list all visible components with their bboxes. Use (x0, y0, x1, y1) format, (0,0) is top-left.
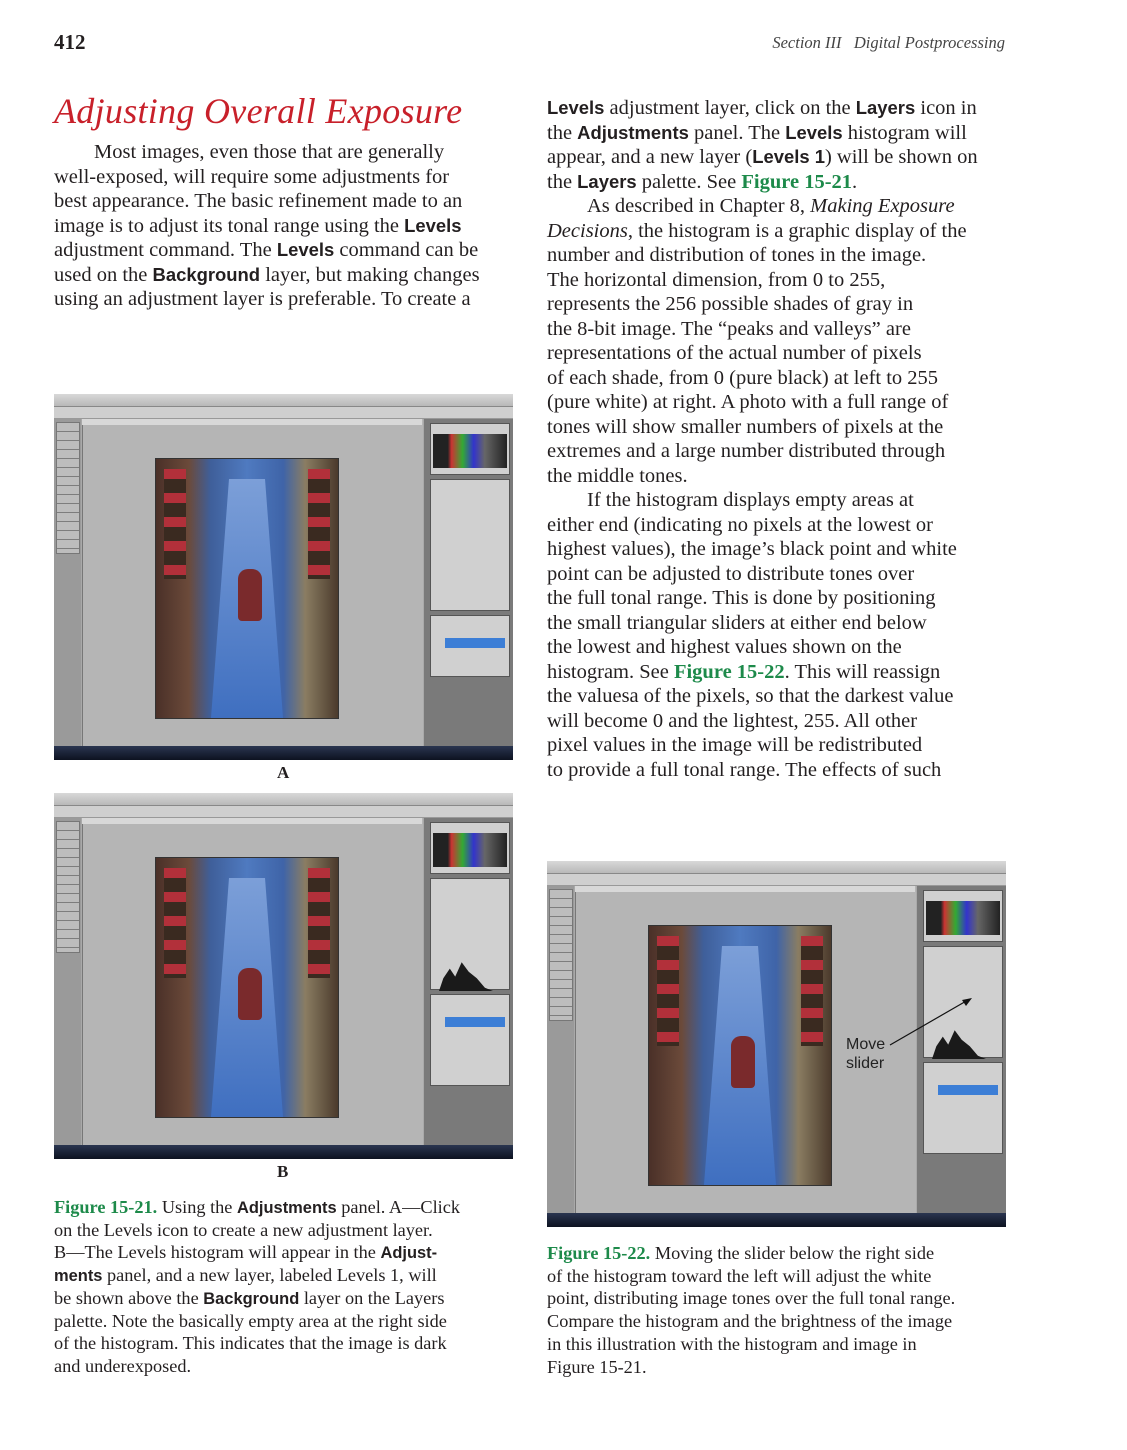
text-span: and underexposed. (54, 1355, 192, 1376)
text-line (547, 317, 911, 342)
text-span: histogram will (842, 121, 967, 144)
photo-child (238, 968, 262, 1020)
text-line (547, 170, 857, 195)
text-line (54, 1355, 191, 1378)
text-span: Levels (785, 121, 843, 143)
text-span: . (852, 170, 858, 193)
photo-trees (308, 469, 330, 579)
text-span: in this illustration with the histogram and image in (547, 1333, 917, 1354)
text-line (54, 1264, 437, 1288)
text-span: number and distribution of tones in the image. (547, 244, 927, 266)
text-span: point, distributing image tones over the full tonal range. (547, 1288, 956, 1309)
text-span: Adjustments (577, 121, 689, 143)
text-span: Adjustments (236, 1199, 337, 1217)
adjustments-panel (430, 878, 510, 990)
figure-label-a: A (277, 763, 290, 782)
text-line (547, 733, 922, 758)
text-span: the 8-bit image. The “peaks and valleys” are (547, 317, 911, 340)
text-span: ) will be shown on (824, 146, 978, 168)
document-tab (82, 818, 422, 824)
text-span: Levels 1 (752, 146, 825, 167)
text-span: Layers (577, 170, 637, 192)
layers-panel (923, 1062, 1003, 1154)
text-span: appear, and a new layer ( (547, 146, 753, 168)
selected-layer[interactable] (445, 638, 505, 648)
text-span: ments (54, 1267, 103, 1286)
text-span: point can be adjusted to distribute tones over (547, 562, 915, 585)
text-line (54, 1310, 447, 1333)
adjustments-panel (430, 479, 510, 611)
options-bar (54, 806, 513, 818)
text-line (54, 287, 471, 312)
text-line (54, 1196, 460, 1220)
app-menubar (54, 793, 513, 806)
text-line (547, 96, 977, 121)
text-span: used on the (54, 263, 153, 286)
histogram-panel (430, 822, 510, 874)
text-span: best appearance. The basic refinement made to an (54, 190, 463, 212)
text-span: the middle tones. (547, 464, 688, 487)
text-span: icon in (915, 97, 977, 119)
photo-child (238, 569, 262, 621)
text-line (547, 1265, 931, 1288)
toolbox (56, 821, 80, 953)
text-span: , the histogram is a graphic display of the (627, 219, 967, 242)
text-line (547, 1333, 917, 1356)
text-span: of the histogram toward the left will adjust the white (547, 1265, 932, 1286)
annotation-arrow (880, 990, 980, 1060)
text-span: will become 0 and the lightest, 255. All other (547, 709, 918, 732)
text-span: As described in Chapter 8, (587, 195, 811, 217)
text-span: B—The Levels histogram will appear in the (54, 1242, 381, 1263)
text-line (587, 194, 955, 219)
annotation-line-2: slider (846, 1055, 885, 1072)
text-line (54, 214, 462, 239)
text-line (547, 1356, 647, 1379)
photo-trees (164, 868, 186, 978)
text-line (547, 1242, 934, 1265)
text-line (547, 635, 902, 660)
text-line (547, 292, 913, 317)
text-span: panel, and a new layer, labeled Levels 1, will (102, 1265, 437, 1286)
selected-layer[interactable] (938, 1085, 998, 1095)
text-span: the (547, 170, 578, 193)
text-line (547, 219, 967, 244)
slide-photo (156, 459, 338, 718)
text-span: the lowest and highest values shown on the (547, 636, 902, 658)
text-span: command can be (334, 239, 479, 261)
text-span: Levels (547, 97, 605, 118)
text-line (54, 165, 449, 190)
text-span: Moving the slider below the right side (650, 1243, 935, 1263)
layers-panel (430, 615, 510, 677)
text-line (54, 189, 462, 214)
figure-link[interactable]: Figure 15-22 (673, 660, 785, 683)
text-line (547, 611, 927, 636)
text-line (547, 513, 933, 538)
text-line (547, 464, 688, 489)
text-span: the full tonal range. This is done by positioning (547, 587, 936, 609)
figure-15-21b-screenshot (54, 793, 513, 1159)
text-line (547, 684, 953, 709)
text-span: adjustment layer, click on the (604, 97, 856, 119)
windows-taskbar (54, 1145, 513, 1159)
toolbox (56, 422, 80, 554)
running-head: Section III Digital Postprocessing (772, 33, 1005, 52)
text-line (547, 121, 967, 146)
text-span: the (547, 121, 578, 144)
text-line (547, 758, 941, 783)
histogram-panel (430, 423, 510, 475)
figure-15-21a-screenshot (54, 394, 513, 760)
text-span: on the Levels icon to create a new adjustment layer. (54, 1219, 433, 1240)
text-span: represents the 256 possible shades of gray in (547, 293, 914, 315)
text-span: panel. The (688, 121, 786, 144)
photo-trees (801, 936, 823, 1046)
text-line (547, 537, 957, 562)
text-span: well-exposed, will require some adjustments for (54, 165, 450, 188)
text-span: Adjust- (380, 1244, 438, 1263)
windows-taskbar (547, 1213, 1006, 1227)
text-span: Figure 15-21. (547, 1356, 647, 1377)
figure-link[interactable]: Figure 15-21 (741, 170, 853, 193)
photo-trees (657, 936, 679, 1046)
text-line (547, 1310, 952, 1333)
color-histogram (926, 901, 1000, 935)
layers-panel (430, 994, 510, 1086)
panels-dock (424, 818, 513, 1145)
text-span: Using the (157, 1197, 237, 1217)
text-line (547, 439, 945, 464)
text-span: to provide a full tonal range. The effects of such (547, 758, 942, 781)
windows-taskbar (54, 746, 513, 760)
text-span: Background (152, 263, 261, 285)
app-menubar (547, 861, 1006, 874)
text-span: of the histogram. This indicates that the image is dark (54, 1333, 447, 1354)
figure-link[interactable]: Figure 15-22. (547, 1243, 651, 1263)
text-line (547, 562, 914, 587)
selected-layer[interactable] (445, 1017, 505, 1027)
text-span: be shown above the (54, 1287, 204, 1308)
text-span: Background (203, 1289, 300, 1308)
options-bar (547, 874, 1006, 886)
photo-trees (164, 469, 186, 579)
color-histogram (433, 833, 507, 867)
slide-photo (649, 926, 831, 1185)
text-span: Levels (276, 239, 335, 260)
figure-link[interactable]: Figure 15-21. (54, 1197, 158, 1217)
text-span: Layers (855, 97, 916, 118)
histogram-panel (923, 890, 1003, 942)
text-line (54, 1219, 433, 1242)
options-bar (54, 407, 513, 419)
text-line (547, 341, 922, 366)
text-span: Levels (404, 214, 462, 236)
color-histogram (433, 434, 507, 468)
section-title: Adjusting Overall Exposure (54, 91, 463, 131)
text-line (547, 660, 940, 685)
text-line (547, 268, 885, 293)
text-span: extremes and a large number distributed through (547, 440, 946, 462)
text-span: Compare the histogram and the brightness of the image (547, 1311, 953, 1332)
text-span: Making Exposure (810, 195, 955, 217)
annotation-line-1: Move (846, 1036, 886, 1053)
text-span: If the histogram displays empty areas at (587, 489, 914, 511)
text-span: the valuesa of the pixels, so that the darkest value (547, 685, 954, 707)
figure-label-b: B (277, 1162, 289, 1181)
text-span: of each shade, from 0 (pure black) at left to 255 (547, 366, 939, 389)
text-line (547, 366, 938, 391)
toolbox (549, 889, 573, 1021)
photo-trees (308, 868, 330, 978)
document-tab (575, 886, 915, 892)
text-span: tones will show smaller numbers of pixels at the (547, 415, 944, 438)
text-line (54, 263, 480, 288)
text-line (54, 1287, 444, 1311)
text-line (547, 390, 948, 415)
text-span: . This will reassign (784, 660, 941, 683)
text-line (547, 145, 978, 170)
panels-dock (424, 419, 513, 746)
text-span: image is to adjust its tonal range using the (54, 214, 405, 237)
slide-photo (156, 858, 338, 1117)
photo-child (731, 1036, 755, 1088)
text-span: pixel values in the image will be redistributed (547, 734, 923, 756)
text-span: The horizontal dimension, from 0 to 255, (547, 268, 886, 291)
text-line (547, 243, 926, 268)
text-span: (pure white) at right. A photo with a full range of (547, 391, 949, 413)
app-menubar (54, 394, 513, 407)
text-span: using an adjustment layer is preferable. To create a (54, 288, 471, 310)
levels-histogram (439, 959, 493, 991)
text-line (547, 586, 936, 611)
text-span: adjustment command. The (54, 239, 277, 261)
text-span: palette. Note the basically empty area at the right side (54, 1310, 447, 1331)
text-span: either end (indicating no pixels at the lowest or (547, 513, 933, 536)
text-span: Decisions (547, 219, 628, 242)
text-line (94, 140, 444, 165)
text-span: the small triangular sliders at either end below (547, 611, 927, 634)
page-number: 412 (54, 30, 86, 54)
text-line (54, 1332, 447, 1355)
text-span: histogram. See (547, 660, 674, 683)
text-line (54, 238, 478, 263)
text-span: layer, but making changes (260, 263, 480, 286)
text-span: palette. See (636, 170, 742, 193)
text-span: representations of the actual number of pixels (547, 342, 922, 364)
text-line (54, 1241, 437, 1265)
text-span: panel. A—Click (336, 1197, 461, 1217)
text-span: Most images, even those that are generally (94, 141, 445, 163)
text-line (547, 415, 943, 440)
text-line (547, 709, 917, 734)
text-span: layer on the Layers (299, 1287, 445, 1308)
text-line (547, 1287, 955, 1310)
text-span: highest values), the image’s black point and white (547, 538, 957, 560)
text-line (587, 488, 914, 513)
document-tab (82, 419, 422, 425)
